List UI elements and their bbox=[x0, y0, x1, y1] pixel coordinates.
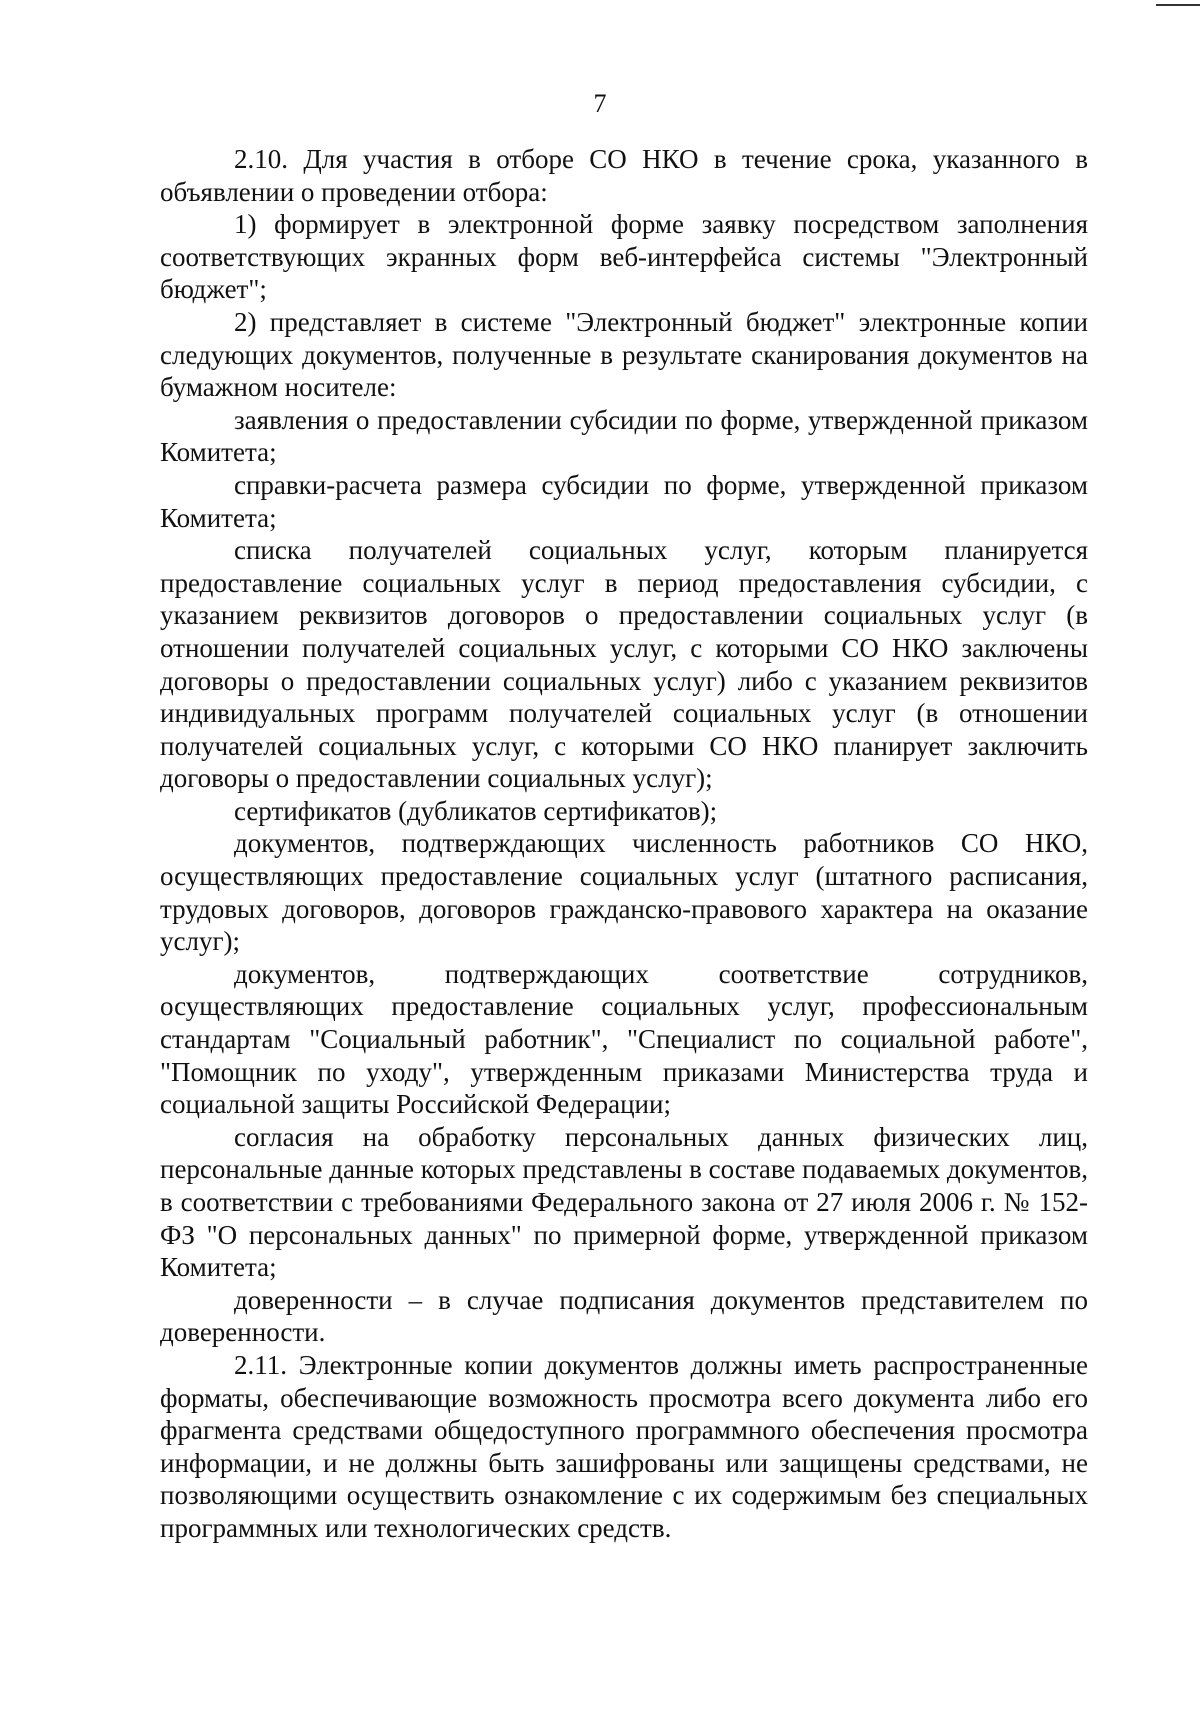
paragraph-recipients-list: списка получателей социальных услуг, которым планируется предоставление социальных услуг в период предоставления субсидии, с указанием реквизитов договоров о предоставлении социальных услуг (в отношении получателей социальных услуг, с которыми СО НКО заключены договоры о предоставлении социальных услуг) либо с указанием реквизитов индивидуальных программ получателей социальных услуг (в отношении получателей социальных услуг, с которыми СО НКО планирует заключить договоры о предоставлении социальных услуг); bbox=[160, 535, 1088, 794]
paragraph-2-10: 2.10. Для участия в отборе СО НКО в течение срока, указанного в объявлении о проведении отбора: bbox=[160, 144, 1088, 207]
paragraph-item-2: 2) представляет в системе "Электронный бюджет" электронные копии следующих документов, полученные в результате сканирования документов на бумажном носителе: bbox=[160, 306, 1088, 403]
document-body bbox=[160, 143, 1088, 1545]
paragraph-application: заявления о предоставлении субсидии по форме, утвержденной приказом Комитета; bbox=[160, 404, 1088, 468]
paragraph-standards-documents: документов, подтверждающих соответствие сотрудников, осуществляющих предоставление социальных услуг, профессиональным стандартам "Социальный работник", "Специалист по социальной работе", "Помощник по уходу", утвержденным приказами Министерства труда и социальной защиты Российской Федерации; bbox=[160, 958, 1088, 1120]
paragraph-staff-documents: документов, подтверждающих численность работников СО НКО, осуществляющих предоставление социальных услуг (штатного расписания, трудовых договоров, договоров гражданско-правового характера на оказание услуг); bbox=[160, 828, 1088, 957]
paragraph-power-of-attorney: доверенности – в случае подписания документов представителем по доверенности. bbox=[160, 1284, 1088, 1348]
paragraph-item-1: 1) формирует в электронной форме заявку посредством заполнения соответствующих экранных форм веб-интерфейса системы "Электронный бюджет"; bbox=[160, 209, 1088, 305]
paragraph-calculation: справки-расчета размера субсидии по форме, утвержденной приказом Комитета; bbox=[160, 469, 1088, 533]
paragraph-certificates: сертификатов (дубликатов сертификатов); bbox=[234, 795, 718, 826]
paragraph-2-11: 2.11. Электронные копии документов должны иметь распространенные форматы, обеспечивающие возможность просмотра всего документа либо его фрагмента средствами общедоступного программного обеспечения просмотра информации, и не должны быть зашифрованы или защищены средствами, не позволяющими осуществить ознакомление с их содержимым без специальных программных или технологических средств. bbox=[160, 1349, 1088, 1543]
scan-corner-mark bbox=[1156, 4, 1200, 6]
paragraph-personal-data-consent: согласия на обработку персональных данных физических лиц, персональные данные которых представлены в составе подаваемых документов, в соответствии с требованиями Федерального закона от 27 июля 2006 г. № 152-ФЗ "О персональных данных" по примерной форме, утвержденной приказом Комитета; bbox=[160, 1121, 1088, 1283]
page-number: 7 bbox=[593, 89, 607, 118]
